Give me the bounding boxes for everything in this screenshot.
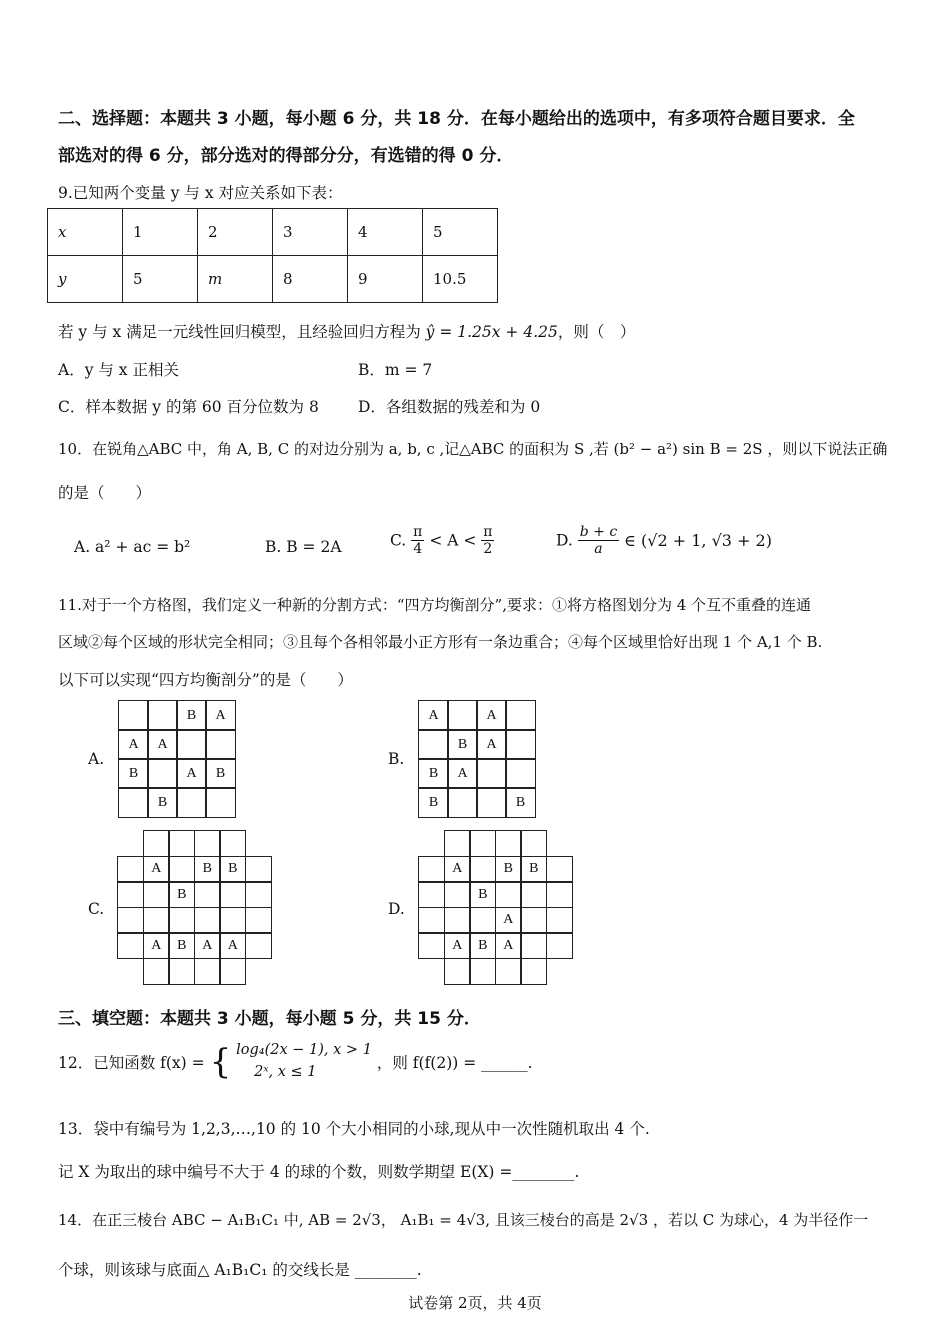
grid-cell: A [418,700,449,731]
table-cell: 5 [423,209,498,256]
grid-cell: A [143,932,170,959]
grid-cell [117,881,144,908]
q9-data-table [47,208,498,303]
numerator: b + c [579,524,618,540]
section3-header: 三、填空题：本题共 3 小题，每小题 5 分，共 15 分． [58,1009,481,1029]
grid-cell: B [469,881,496,908]
q9-option-b: B．m = 7 [358,361,433,379]
grid-cell: B [447,729,478,760]
grid-cell: B [505,787,536,818]
grid-cell [245,856,272,883]
table-cell: x [48,209,123,256]
grid-cell: A [444,932,471,959]
grid-cell: A [143,856,170,883]
grid-cell [194,881,221,908]
grid-cell [219,958,246,985]
q9-option-c: C．样本数据 y 的第 60 百分位数为 8 [58,398,319,416]
grid-cell: B [418,758,449,789]
table-cell: 4 [348,209,423,256]
page-footer: 试卷第 2页，共 4页 [408,1294,542,1312]
q11-grid-d [419,831,572,984]
grid-cell [418,907,445,934]
q10-stem-line2: 的是（ ） [58,484,152,502]
grid-cell [219,830,246,857]
grid-cell [418,881,445,908]
grid-cell: B [194,856,221,883]
grid-cell [118,787,149,818]
grid-cell [118,700,149,731]
grid-cell [520,907,547,934]
fraction-pi-over-2 [481,524,494,557]
grid-cell [194,958,221,985]
grid-cell: B [176,700,207,731]
table-cell: 2 [198,209,273,256]
grid-cell [546,932,573,959]
q9-option-d: D．各组数据的残差和为 0 [358,398,541,416]
grid-cell [495,881,522,908]
grid-cell [520,881,547,908]
q10-option-a: A. a² + ac = b² [74,538,191,556]
grid-cell [147,700,178,731]
q9-condition-tail: ，则（ ） [557,323,636,341]
table-cell: 8 [273,256,348,303]
table-cell: 1 [123,209,198,256]
q12-prefix: 12．已知函数 f(x) = [58,1053,205,1072]
grid-cell: B [418,787,449,818]
grid-cell: A [495,907,522,934]
denominator: a [594,541,603,558]
grid-cell [469,907,496,934]
left-brace-icon: { [209,1041,232,1082]
grid-cell: B [168,881,195,908]
grid-cell [546,856,573,883]
grid-cell [194,830,221,857]
fraction-b-plus-c-over-a [578,524,619,557]
q10-option-d [556,524,772,557]
grid-cell [219,881,246,908]
grid-cell [444,958,471,985]
grid-cell [245,830,272,857]
grid-cell: B [520,856,547,883]
grid-cell: B [147,787,178,818]
grid-cell: A [476,700,507,731]
q12-piecewise [236,1040,372,1084]
q11-option-c-label: C. [88,900,105,918]
grid-cell [117,856,144,883]
grid-cell [546,907,573,934]
q14-line1: 14．在正三棱台 ABC − A₁B₁C₁ 中, AB = 2√3， A₁B₁ = 4√3, 且该三棱台的高是 2√3 ，若以 C 为球心，4 为半径作一 [58,1211,869,1229]
grid-cell [469,958,496,985]
q12-case2: 2ˣ, x ≤ 1 [254,1063,317,1080]
q11-option-a-label: A. [88,750,105,768]
q9-stem: 9.已知两个变量 y 与 x 对应关系如下表： [58,184,343,202]
table-cell: m [198,256,273,303]
grid-cell [444,881,471,908]
q10-option-c-mid: < A < [429,531,477,550]
table-cell: 9 [348,256,423,303]
table-cell: 5 [123,256,198,303]
grid-cell [418,958,445,985]
grid-cell [469,856,496,883]
grid-cell [520,830,547,857]
grid-cell [245,932,272,959]
grid-cell [418,830,445,857]
grid-cell [168,830,195,857]
grid-cell [505,700,536,731]
grid-cell: B [495,856,522,883]
fraction-pi-over-4 [411,524,424,557]
grid-cell [168,958,195,985]
grid-cell [505,758,536,789]
grid-cell [143,830,170,857]
table-cell: 3 [273,209,348,256]
grid-cell [418,729,449,760]
q11-stem-line3: 以下可以实现“四方均衡剖分”的是（ ） [58,671,353,689]
q13-line1: 13．袋中有编号为 1,2,3,…,10 的 10 个大小相同的小球,现从中一次性随机取出 4 个. [58,1120,650,1138]
grid-cell [117,958,144,985]
grid-cell [117,932,144,959]
q13-line2: 记 X 为取出的球中编号不大于 4 的球的个数，则数学期望 E(X) =________. [58,1163,580,1181]
q12-suffix: ，则 f(f(2)) = ______. [376,1053,533,1072]
grid-cell [147,758,178,789]
grid-cell [143,881,170,908]
table-cell: y [48,256,123,303]
q11-grid-c [118,831,271,984]
q11-option-d-label: D. [388,900,405,918]
grid-cell [546,958,573,985]
table-row-y [48,256,498,303]
grid-cell [117,907,144,934]
grid-cell [143,958,170,985]
grid-cell: A [444,856,471,883]
q11-grid-a [119,701,235,817]
grid-cell [418,856,445,883]
grid-cell: B [469,932,496,959]
grid-cell [219,907,246,934]
q9-condition-text: 若 y 与 x 满足一元线性回归模型，且经验回归方程为 [58,323,426,341]
grid-cell [520,932,547,959]
grid-cell [469,830,496,857]
numerator: π [483,524,493,540]
grid-cell: A [495,932,522,959]
denominator: 4 [413,541,423,558]
grid-cell [447,787,478,818]
q10-option-b: B. B = 2A [265,538,342,556]
grid-cell: A [147,729,178,760]
grid-cell: B [118,758,149,789]
grid-cell [444,830,471,857]
grid-cell [245,881,272,908]
grid-cell [245,907,272,934]
grid-cell: B [205,758,236,789]
grid-cell [546,881,573,908]
grid-cell [194,907,221,934]
q10-option-c-label: C. [390,531,407,550]
q11-stem-line1: 11.对于一个方格图，我们定义一种新的分割方式：“四方均衡剖分”,要求：①将方格图划分为 4 个互不重叠的连通 [58,596,812,614]
grid-cell [495,830,522,857]
grid-cell: A [219,932,246,959]
grid-cell: B [168,932,195,959]
grid-cell [505,729,536,760]
grid-cell [245,958,272,985]
grid-cell [176,729,207,760]
grid-cell [520,958,547,985]
table-cell: 10.5 [423,256,498,303]
grid-cell [495,958,522,985]
q11-stem-line2: 区域②每个区域的形状完全相同；③且每个各相邻最小正方形有一条边重合；④每个区域里恰好出现 1 个 A,1 个 B. [58,633,823,651]
section2-header-line2: 部选对的得 6 分，部分选对的得部分分，有选错的得 0 分． [58,146,514,166]
q10-option-d-label: D. [556,531,573,550]
grid-cell: A [118,729,149,760]
grid-cell [168,856,195,883]
q10-stem-line1: 10．在锐角△ABC 中，角 A, B, C 的对边分别为 a, b, c ,记△ABC 的面积为 S ,若 (b² − a²) sin B = 2S ，则以下说法正确 [58,440,888,458]
grid-cell [546,830,573,857]
grid-cell: A [447,758,478,789]
q11-grid-b [419,701,535,817]
q12-case1: log₄(2x − 1), x > 1 [236,1042,372,1058]
grid-cell [447,700,478,731]
grid-cell [476,787,507,818]
grid-cell [168,907,195,934]
denominator: 2 [483,541,493,558]
grid-cell [205,729,236,760]
grid-cell [117,830,144,857]
grid-cell: A [476,729,507,760]
numerator: π [413,524,423,540]
section2-header-line1: 二、选择题：本题共 3 小题，每小题 6 分，共 18 分．在每小题给出的选项中，有多项符合题目要求．全 [58,109,855,129]
q10-option-d-interval: ∈ (√2 + 1, √3 + 2) [624,531,772,551]
q9-option-a: A．y 与 x 正相关 [58,361,179,379]
q11-option-b-label: B. [388,750,405,768]
q10-option-c [390,524,494,557]
grid-cell [476,758,507,789]
grid-cell [418,932,445,959]
grid-cell: A [205,700,236,731]
q9-condition [58,320,635,342]
table-row-x [48,209,498,256]
grid-cell [205,787,236,818]
grid-cell [143,907,170,934]
grid-cell [176,787,207,818]
q14-line2: 个球，则该球与底面△ A₁B₁C₁ 的交线长是 ________. [58,1261,422,1279]
q12 [58,1040,533,1084]
grid-cell: A [176,758,207,789]
grid-cell [444,907,471,934]
grid-cell: A [194,932,221,959]
grid-cell: B [219,856,246,883]
q9-regression-equation: ŷ = 1.25x + 4.25 [425,323,558,341]
